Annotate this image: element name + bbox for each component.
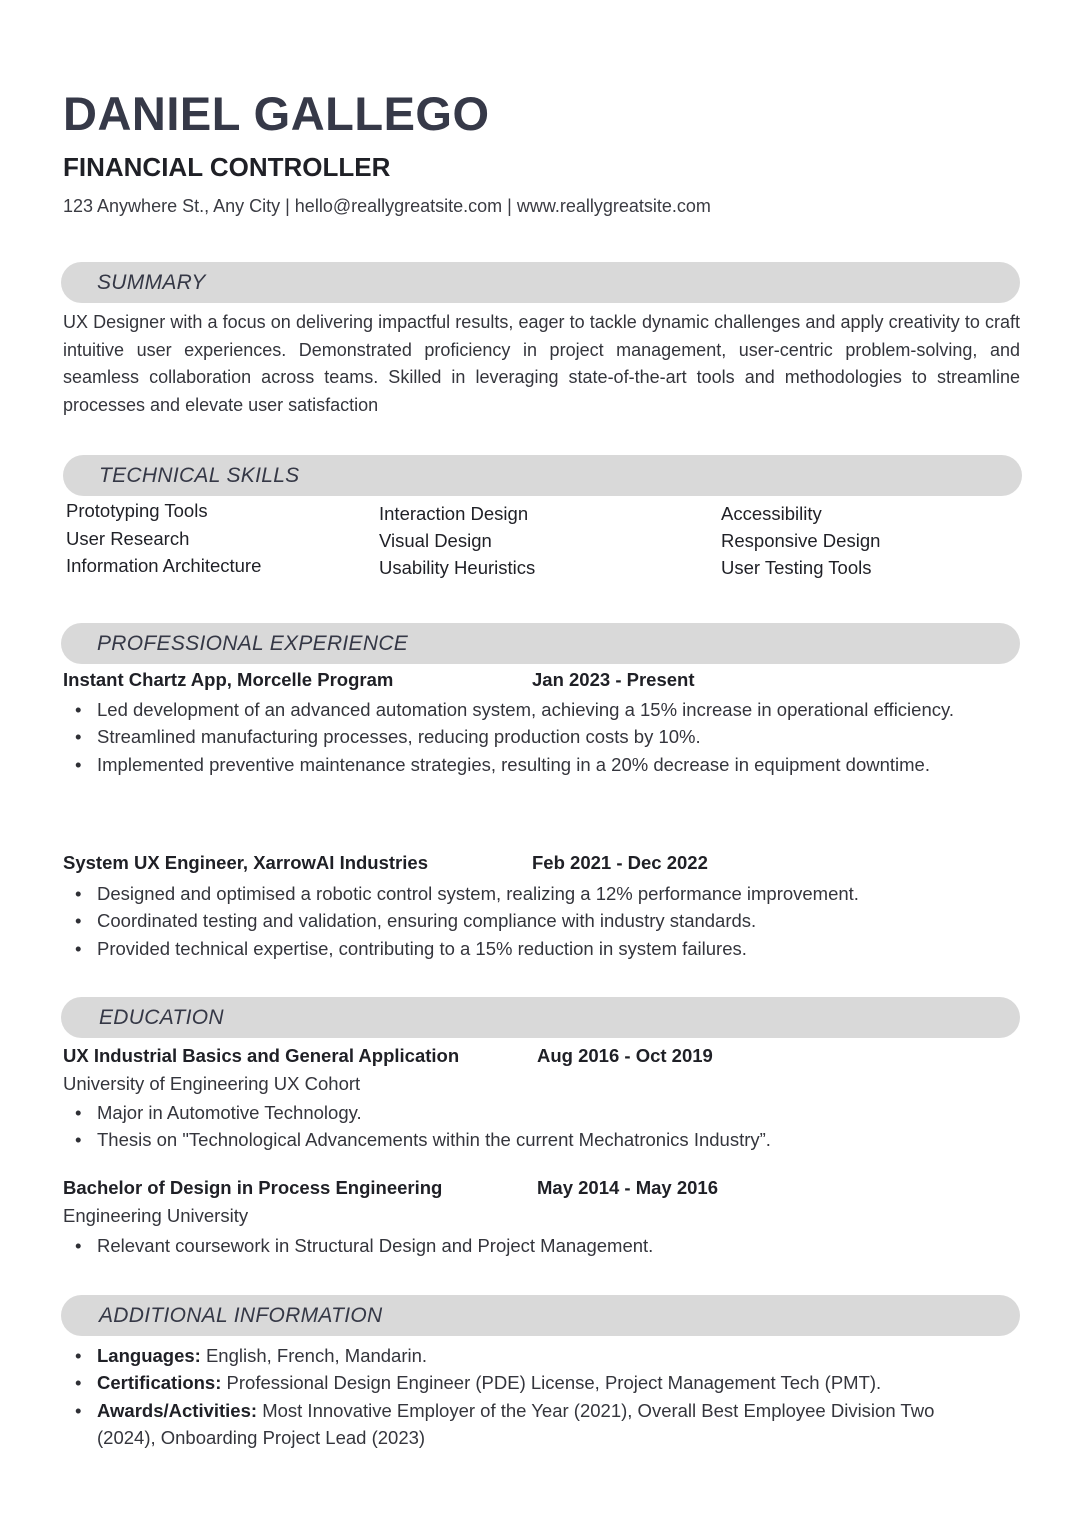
experience-section-bar [61, 623, 1020, 664]
education-bullet-list [63, 1099, 963, 1154]
contact-line: 123 Anywhere St., Any City | hello@reallygreatsite.com | www.reallygreatsite.com [63, 196, 711, 216]
info-label: Languages: [97, 1345, 201, 1366]
skill-item: Prototyping Tools [66, 500, 208, 521]
additional-section-bar [61, 1295, 1020, 1336]
education-bullet-list [63, 1232, 963, 1259]
education-entry-date: May 2014 - May 2016 [537, 1177, 719, 1198]
summary-section-bar [61, 262, 1020, 303]
education-institution: University of Engineering UX Cohort [63, 1073, 361, 1094]
summary-heading: SUMMARY [97, 271, 206, 294]
job-entry-title: Instant Chartz App, Morcelle Program [63, 669, 394, 690]
education-entry-title: Bachelor of Design in Process Engineering [63, 1177, 443, 1198]
skills-heading: TECHNICAL SKILLS [99, 464, 300, 487]
list-item [63, 1397, 953, 1452]
list-item: • Led development of an advanced automation system, achieving a 15% increase in operational efficiency. [63, 696, 963, 723]
job-title-heading: FINANCIAL CONTROLLER [63, 152, 391, 182]
job-entry-date: Feb 2021 - Dec 2022 [532, 852, 708, 873]
education-section-bar [61, 997, 1020, 1038]
list-item: • Designed and optimised a robotic control system, realizing a 12% performance improvement. [63, 880, 963, 907]
info-label: Certifications: [97, 1372, 222, 1394]
education-entry-date: Aug 2016 - Oct 2019 [537, 1045, 713, 1066]
skill-item: Accessibility [721, 503, 822, 524]
skill-item: Responsive Design [721, 530, 881, 551]
experience-heading: PROFESSIONAL EXPERIENCE [97, 632, 409, 655]
skill-item: User Research [66, 528, 190, 549]
skill-item: Visual Design [379, 530, 492, 551]
list-item [63, 1342, 953, 1369]
job-bullet-list [63, 696, 963, 778]
info-text: Professional Design Engineer (PDE) License, Project Management Tech (PMT). [221, 1372, 882, 1394]
education-institution: Engineering University [63, 1205, 249, 1226]
list-item: • Implemented preventive maintenance strategies, resulting in a 20% decrease in equipment downtime. [63, 751, 963, 778]
list-item: • Thesis on "Technological Advancements within the current Mechatronics Industry”. [63, 1126, 963, 1153]
list-item: • Major in Automotive Technology. [63, 1099, 963, 1126]
additional-info-list [63, 1342, 953, 1451]
list-item: • Relevant coursework in Structural Design and Project Management. [63, 1232, 963, 1259]
summary-text: UX Designer with a focus on delivering impactful results, eager to tackle dynamic challenges and apply creativity to craft intuitive user experiences. Demonstrated proficiency in project management, user-centric problem-solving, and seamless collaboration across teams. Skilled in leveraging state-of-the-art tools and methodologies to streamline processes and elevate user satisfaction [63, 312, 1020, 415]
job-entry-date: Jan 2023 - Present [532, 669, 695, 690]
skill-item: Information Architecture [66, 555, 262, 576]
job-bullet-list [63, 880, 963, 962]
list-item: • Streamlined manufacturing processes, reducing production costs by 10%. [63, 723, 963, 750]
skills-section-bar [63, 455, 1022, 496]
additional-heading: ADDITIONAL INFORMATION [99, 1304, 383, 1327]
candidate-name: DANIEL GALLEGO [63, 87, 490, 140]
list-item [63, 1369, 953, 1396]
skill-item: Usability Heuristics [379, 557, 536, 578]
info-label: Awards/Activities: [97, 1399, 258, 1421]
list-item: • Provided technical expertise, contributing to a 15% reduction in system failures. [63, 935, 963, 962]
list-item: • Coordinated testing and validation, ensuring compliance with industry standards. [63, 907, 963, 934]
education-entry-title: UX Industrial Basics and General Application [63, 1045, 460, 1066]
skill-item: User Testing Tools [721, 557, 872, 578]
education-heading: EDUCATION [99, 1006, 224, 1029]
skill-item: Interaction Design [379, 503, 529, 524]
info-text: Most Innovative Employer of the Year (2021), Overall Best Employee Division Two (2024), Onboarding Project Lead (2023) [97, 1399, 935, 1448]
job-entry-title: System UX Engineer, XarrowAI Industries [63, 852, 428, 873]
info-text: English, French, Mandarin. [200, 1345, 428, 1366]
